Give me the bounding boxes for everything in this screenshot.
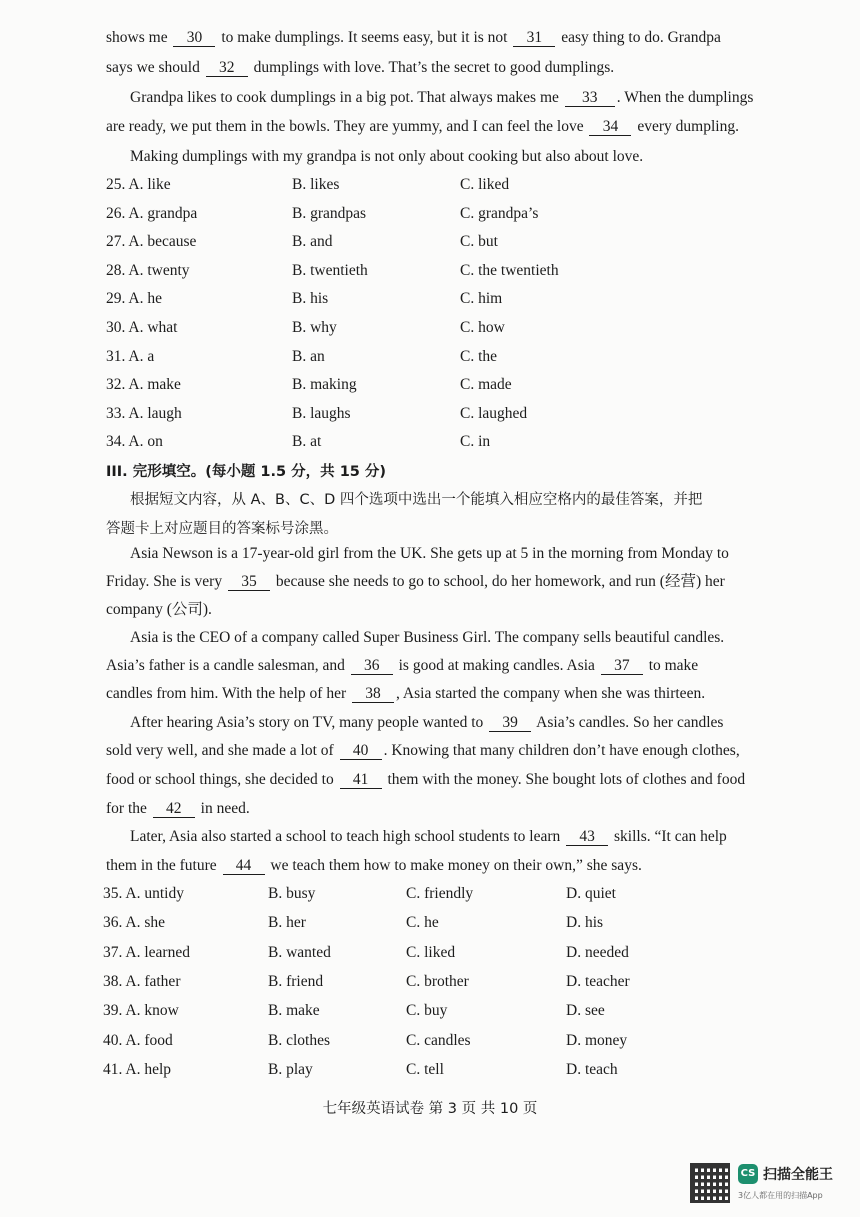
option-d: D. teacher: [566, 972, 630, 990]
option-c: C. laughed: [460, 404, 528, 422]
option-c: C. made: [460, 376, 512, 394]
option-b: B. clothes: [268, 1031, 330, 1049]
option-a: 29. A. he: [106, 290, 162, 308]
option-b: B. make: [268, 1002, 320, 1020]
answer-blank: 35: [228, 574, 270, 591]
passage-line: candles from him. With the help of her 38 , Asia started the company when she was thirteen.: [106, 685, 706, 702]
option-d: D. quiet: [566, 885, 616, 902]
option-b: B. her: [268, 914, 306, 932]
option-b: B. likes: [292, 176, 340, 193]
option-d: D. see: [566, 1002, 605, 1020]
passage-line: food or school things, she decided to 41 them with the money. She bought lots of clothes and food: [106, 771, 746, 788]
option-d: D. money: [566, 1031, 628, 1049]
option-a: 30. A. what: [106, 319, 178, 336]
passage-line: company (公司).: [106, 601, 212, 618]
passage-line: says we should 32 dumplings with love. That’s the secret to good dumplings.: [106, 59, 615, 76]
option-b: B. play: [268, 1060, 313, 1078]
answer-blank: 44: [223, 858, 265, 875]
option-c: C. the: [460, 347, 498, 365]
option-c: C. liked: [406, 943, 456, 961]
option-a: 28. A. twenty: [106, 261, 190, 279]
option-c: C. tell: [406, 1060, 444, 1078]
instruction-line: 根据短文内容，从 A、B、C、D 四个选项中选出一个能填入相应空格内的最佳答案，并把: [130, 492, 703, 508]
instruction-line: 答题卡上对应题目的答案标号涂黑。: [106, 521, 338, 537]
answer-blank: 34: [589, 119, 631, 136]
option-c: C. buy: [406, 1002, 448, 1020]
answer-blank: 39: [489, 715, 531, 732]
section-title: III. 完形填空。(每小题 1.5 分，共 15 分): [106, 464, 387, 480]
option-b: B. making: [292, 376, 357, 394]
option-b: B. and: [292, 233, 333, 251]
qr-code-icon: [690, 1163, 730, 1203]
option-c: C. how: [460, 319, 505, 336]
option-c: C. but: [460, 233, 498, 251]
option-a: 34. A. on: [106, 433, 163, 451]
answer-blank: 43: [566, 829, 608, 846]
option-a: 33. A. laugh: [106, 404, 182, 422]
answer-blank: 32: [206, 60, 248, 77]
passage-line: them in the future 44 we teach them how to make money on their own,” she says.: [106, 857, 642, 874]
option-c: C. liked: [460, 176, 510, 193]
option-b: B. twentieth: [292, 261, 368, 279]
answer-blank: 40: [340, 743, 382, 760]
option-b: B. busy: [268, 885, 316, 902]
option-c: C. brother: [406, 972, 469, 990]
option-c: C. in: [460, 433, 491, 451]
scanner-tagline: 3亿人都在用的扫描App: [738, 1191, 823, 1200]
option-a: 40. A. food: [103, 1031, 173, 1049]
option-b: B. an: [292, 347, 325, 365]
page-footer: 七年级英语试卷 第 3 页 共 10 页: [322, 1101, 538, 1117]
answer-blank: 38: [352, 686, 394, 703]
passage-line: After hearing Asia’s story on TV, many people wanted to 39 Asia’s candles. So her candles: [130, 714, 724, 731]
option-a: 25. A. like: [106, 176, 171, 193]
passage-line: Making dumplings with my grandpa is not only about cooking but also about love.: [130, 148, 644, 165]
passage-line: shows me 30 to make dumplings. It seems easy, but it is not 31 easy thing to do. Grandpa: [106, 29, 721, 46]
option-c: C. friendly: [406, 885, 474, 902]
passage-line: Asia is the CEO of a company called Super Business Girl. The company sells beautiful candles.: [130, 629, 725, 646]
option-d: D. teach: [566, 1060, 618, 1078]
option-b: B. wanted: [268, 943, 331, 961]
scanner-app-name: 扫描全能王: [763, 1167, 833, 1183]
option-c: C. the twentieth: [460, 261, 559, 279]
option-a: 38. A. father: [103, 972, 181, 990]
option-a: 36. A. she: [103, 914, 165, 932]
passage-line: Grandpa likes to cook dumplings in a big pot. That always makes me 33 . When the dumplings: [130, 89, 754, 106]
passage-line: for the 42 in need.: [106, 800, 250, 817]
passage-line: sold very well, and she made a lot of 40 . Knowing that many children don’t have enough clothes,: [106, 742, 740, 759]
option-b: B. friend: [268, 972, 324, 990]
option-d: D. his: [566, 914, 604, 932]
option-b: B. laughs: [292, 404, 351, 422]
option-a: 35. A. untidy: [103, 885, 184, 902]
answer-blank: 31: [513, 30, 555, 47]
option-b: B. at: [292, 433, 322, 451]
option-b: B. his: [292, 290, 329, 308]
answer-blank: 42: [153, 801, 195, 818]
option-c: C. candles: [406, 1031, 471, 1049]
option-a: 31. A. a: [106, 347, 155, 365]
option-d: D. needed: [566, 943, 629, 961]
option-a: 39. A. know: [103, 1002, 179, 1020]
option-c: C. him: [460, 290, 503, 308]
option-a: 27. A. because: [106, 233, 197, 251]
option-b: B. grandpas: [292, 204, 367, 222]
answer-blank: 37: [601, 658, 643, 675]
scanner-logo-icon: CS: [738, 1164, 758, 1184]
passage-line: are ready, we put them in the bowls. They are yummy, and I can feel the love 34 every dumpling.: [106, 118, 739, 135]
passage-line: Asia’s father is a candle salesman, and 36 is good at making candles. Asia 37 to make: [106, 657, 699, 674]
passage-line: Asia Newson is a 17-year-old girl from the UK. She gets up at 5 in the morning from Monday to: [130, 545, 729, 562]
option-a: 37. A. learned: [103, 943, 190, 961]
option-b: B. why: [292, 319, 337, 336]
option-a: 26. A. grandpa: [106, 204, 198, 222]
option-a: 32. A. make: [106, 376, 181, 394]
passage-line: Friday. She is very 35 because she needs to go to school, do her homework, and run (经营) her: [106, 573, 725, 590]
option-c: C. he: [406, 914, 439, 932]
answer-blank: 36: [351, 658, 393, 675]
option-c: C. grandpa’s: [460, 204, 539, 222]
option-a: 41. A. help: [103, 1060, 172, 1078]
answer-blank: 41: [340, 772, 382, 789]
answer-blank: 33: [565, 90, 615, 107]
answer-blank: 30: [173, 30, 215, 47]
passage-line: Later, Asia also started a school to teach high school students to learn 43 skills. “It can help: [130, 828, 727, 845]
